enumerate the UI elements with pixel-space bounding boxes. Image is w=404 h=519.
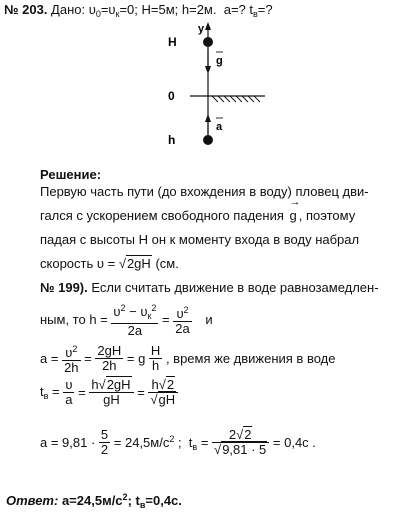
answer-text: $a=24,5м/с^2$; $t_в=0,4с$. [61, 492, 182, 510]
swimmer-top [203, 37, 213, 47]
ref-number: № 199). [40, 280, 88, 295]
para1-line2: гался с ускорением свободного падения → g , поэтому [40, 196, 356, 223]
result-line: a = 9,81 · $\frac{5}{2}$ = $24,5м/с^2$ ; $t_в$ = $\frac{2√2}{√9,81 \cdot 5}$ = 0,4с . [40, 427, 316, 457]
problem-number: № 203. [4, 2, 48, 17]
g-symbol: g [289, 208, 297, 223]
para2-line2: ным, то h = $\frac{\upsilon^2 - \upsilon_к^2}{2a}$ = $\frac{\upsilon^2}{2a}$ и [40, 303, 213, 338]
h-label: h [168, 133, 176, 147]
motion-diagram [160, 22, 270, 152]
para2-line1: № 199). Если считать движение в воде равнозамедлен- [40, 280, 379, 295]
problem-header [4, 2, 273, 19]
para1-line3: падая с высоты H он к моменту входа в воду набрал [40, 232, 360, 247]
para3-line1: a = $\frac{\upsilon^2}{2h}$ = $\frac{2gH}{2h}$ = g $\frac{H}{h}$ , время же движения в воде [40, 343, 336, 375]
para1-line1: Первую часть пути (до вхождения в воду) пловец дви- [40, 184, 369, 199]
H-label: H [168, 35, 177, 49]
answer-label: Ответ: [6, 493, 59, 508]
g-vector-label: g [216, 55, 223, 67]
axis-y-label: y [198, 23, 205, 35]
para3-line2: $t_в$ = $\frac{\upsilon}{a}$ = $\frac{h√2gH}{gH}$ = $\frac{h√2}{√gH}$ [40, 378, 178, 407]
swimmer-bottom [203, 135, 213, 145]
zero-label: 0 [168, 89, 175, 103]
answer-line [6, 492, 182, 510]
para1-line4: скорость υ = √2gH (см. [40, 256, 179, 271]
given-text: Дано: $\upsilon_0=\upsilon_к=0$; H=5м; h=2м. a=? $t_в=$? [51, 2, 273, 19]
a-vector-label: a [216, 121, 223, 133]
solution-heading: Решение: [40, 167, 102, 182]
